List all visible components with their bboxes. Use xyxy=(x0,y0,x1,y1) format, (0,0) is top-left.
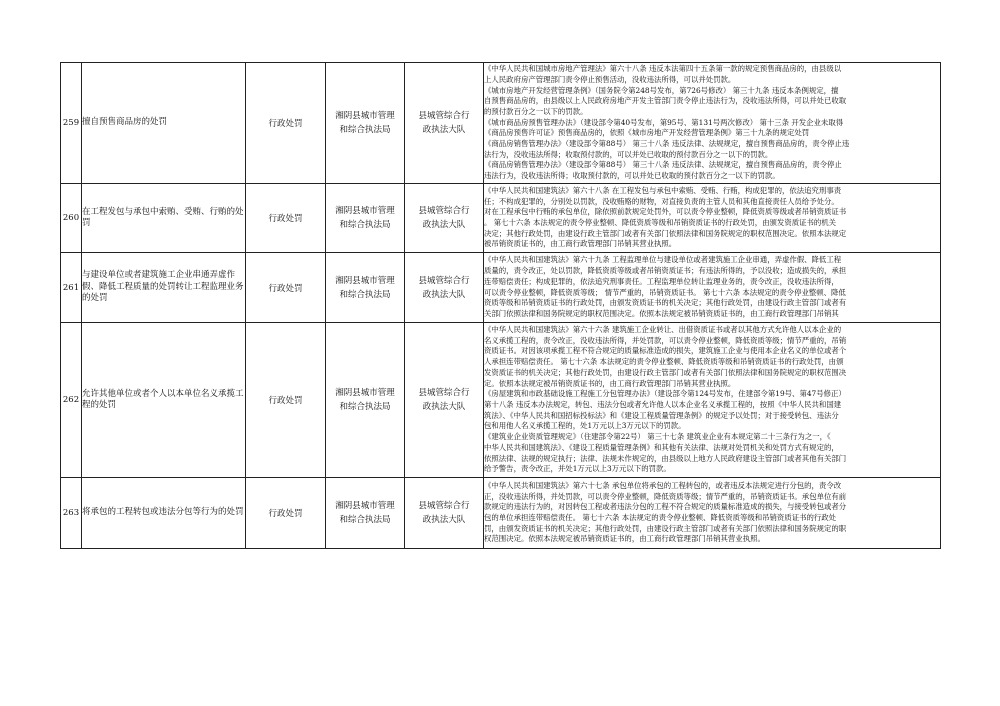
legal-basis-line: 《中华人民共和国建筑法》第六十九条 工程监理单位与建设单位或者建筑施工企业串通，弄虚作假、降低工程 xyxy=(484,255,842,265)
executing-unit-line: 政执法大队 xyxy=(422,402,466,412)
legal-basis-line: 连带赔偿责任；构成犯罪的，依法追究刑事责任。工程监理单位转让监理业务的，责令改正，没收违法所得， xyxy=(484,276,839,286)
item-name: 擅自预售商品房的处罚 xyxy=(82,63,246,184)
enforcement-table xyxy=(60,62,941,549)
row-number: 263 xyxy=(61,478,82,549)
department-line: 和综合执法局 xyxy=(339,402,391,412)
row-number: 259 xyxy=(61,63,82,184)
legal-basis-line: 正，没收违法所得，并处罚款，可以责令停业整顿，降低资质等级；情节严重的，吊销资质证书。承包单位有前 xyxy=(484,491,847,501)
item-type: 行政处罚 xyxy=(246,478,326,549)
department-line: 和综合执法局 xyxy=(339,515,391,525)
legal-basis-line: 上人民政府房产管理部门责令停止预售活动，没收违法所得，可以并处罚款。 xyxy=(484,74,736,84)
executing-unit xyxy=(405,184,484,253)
executing-unit-line: 政执法大队 xyxy=(422,289,466,300)
executing-unit-line: 县城管综合行 xyxy=(418,275,470,286)
legal-basis-line: 《中华人民共和国建筑法》第六十八条 在工程发包与承包中索贿、受贿、行贿，构成犯罪的，依法追究刑事责 xyxy=(484,185,842,195)
table-body xyxy=(61,63,941,549)
department-line: 和综合执法局 xyxy=(339,125,391,135)
table-row xyxy=(61,323,941,478)
item-type: 行政处罚 xyxy=(246,323,326,478)
item-name: 允许其他单位或者个人以本单位名义承揽工程的处罚 xyxy=(82,323,246,478)
legal-basis-line: 款规定的违法行为的，对因转包工程或者违法分包的工程不符合规定的质量标准造成的损失，与接受转包或者分 xyxy=(484,502,847,512)
legal-basis-line: 资质证书。对因该项承揽工程不符合规定的质量标准造成的损失，建筑施工企业与使用本企业名义的单位或者个 xyxy=(484,346,847,356)
legal-basis xyxy=(484,253,941,323)
legal-basis-line: 《房屋建筑和市政基础设施工程施工分包管理办法》（建设部令第124号发布，住建部令第19号、第47号修正） xyxy=(484,389,846,399)
legal-basis-line: 名义承揽工程的，责令改正，没收违法所得，并处罚款，可以责令停业整顿，降低资质等级；情节严重的，吊销 xyxy=(484,335,847,345)
legal-basis-line: 质量的，责令改正，处以罚款，降低资质等级或者吊销资质证书；有违法所得的，予以没收；造成损失的，承担 xyxy=(484,266,847,276)
executing-unit xyxy=(405,63,484,184)
table-row xyxy=(61,478,941,549)
item-type: 行政处罚 xyxy=(246,184,326,253)
row-number: 261 xyxy=(61,253,82,323)
row-number: 262 xyxy=(61,323,82,478)
legal-basis xyxy=(484,323,941,478)
executing-unit-line: 县城管综合行 xyxy=(418,501,470,511)
item-type: 行政处罚 xyxy=(246,63,326,184)
executing-unit-line: 县城管综合行 xyxy=(418,206,470,216)
legal-basis-line: 人承担连带赔偿责任。 第七十六条 本法规定的责令停业整顿、降低资质等级和吊销资质证书的行政处罚，由颁 xyxy=(484,357,844,367)
legal-basis-line: 资质等级和吊销资质证书的行政处罚，由颁发资质证书的机关决定；其他行政处罚，由建设行政主管部门或者有 xyxy=(484,298,847,308)
item-name: 将承包的工程转包或违法分包等行为的处罚 xyxy=(82,478,246,549)
table-row xyxy=(61,63,941,184)
legal-basis-line: 依照法律、法规的规定执行；法律、法规未作规定的，由县级以上地方人民政府建设主管部门或者其他有关部门 xyxy=(484,453,847,463)
legal-basis-line: 发资质证书的机关决定；其他行政处罚，由建设行政主管部门或者有关部门依照法律和国务院规定的职权范围决 xyxy=(484,367,847,377)
item-name: 与建设单位或者建筑施工企业串通弄虚作假、降低工程质量的处罚转让工程监理业务的处罚 xyxy=(82,253,246,323)
executing-unit-line: 政执法大队 xyxy=(422,220,466,230)
legal-basis-line: 《商品房预售许可证》预售商品房的，依照《城市房地产开发经营管理条例》第三十九条的规定处罚 xyxy=(484,128,810,138)
department xyxy=(326,184,405,253)
row-number: 260 xyxy=(61,184,82,253)
legal-basis-line: 定。依照本法规定被吊销资质证书的，由工商行政管理部门吊销其营业执照。 xyxy=(484,378,736,388)
executing-unit-line: 县城管综合行 xyxy=(418,388,470,398)
legal-basis-line: 《城市商品房预售管理办法》（建设部令第40号发布，第95号、第131号两次修改） 第十三条 开发企业未取得 xyxy=(484,117,844,127)
legal-basis-line: 罚，由颁发资质证书的机关决定；其他行政处罚，由建设行政主管部门或者有关部门依照法律和国务院规定的职 xyxy=(484,523,847,533)
legal-basis-line: 给予警告，责令改正，并处1万元以上3万元以下的罚款。 xyxy=(484,464,671,474)
department-line: 湘阴县城市管理 xyxy=(335,388,395,398)
department xyxy=(326,478,405,549)
department xyxy=(326,323,405,478)
legal-basis xyxy=(484,63,941,184)
legal-basis-line: 的预付款百分之一以下的罚款。 xyxy=(484,106,588,116)
legal-basis-line: 可以责令停业整顿，降低资质等级； 情节严重的，吊销资质证书。 第七十六条 本法规定的责令停业整顿、降低 xyxy=(484,287,846,297)
department-line: 和综合执法局 xyxy=(339,289,391,300)
legal-basis-line: 包和用他人名义承揽工程的，处1万元以上3万元以下的罚款。 xyxy=(484,421,686,431)
legal-basis-line: 《商品房销售管理办法》（建设部令第88号） 第三十八条 违反法律、法规规定，擅自预售商品房的，责令停止违 xyxy=(484,139,850,149)
executing-unit-line: 政执法大队 xyxy=(422,125,466,135)
department-line: 湘阴县城市管理 xyxy=(335,206,395,216)
executing-unit xyxy=(405,253,484,323)
legal-basis-line: 《中华人民共和国建筑法》第六十六条 建筑施工企业转让、出借资质证书或者以其他方式允许他人以本企业的 xyxy=(484,325,842,335)
executing-unit xyxy=(405,323,484,478)
department xyxy=(326,63,405,184)
legal-basis-line: 违法行为，没收违法所得；收取预付款的，可以并处已收取的预付款百分之一以下的罚款。 xyxy=(484,171,780,181)
executing-unit xyxy=(405,478,484,549)
legal-basis-line: 《城市房地产开发经营管理条例》（国务院令第248号发布，第726号修改） 第三十九条 违反本条例规定，擅 xyxy=(484,85,839,95)
table-row xyxy=(61,184,941,253)
legal-basis-line: 。 第七十六条 本法规定的责令停业整顿、降低资质等级和吊销资质证书的行政处罚，由颁发资质证书的机关 xyxy=(484,218,837,227)
legal-basis-line: 权范围决定。依照本法规定被吊销资质证书的，由工商行政管理部门吊销其营业执照。 xyxy=(484,534,765,544)
legal-basis-line: 《商品房销售管理办法》（建设部令第88号） 第三十八条 违反法律、法规规定，擅自预售商品房的，责令停止 xyxy=(484,160,842,170)
legal-basis xyxy=(484,478,941,549)
legal-basis-line: 包的单位承担连带赔偿责任。 第七十六条 本法规定的责令停业整顿、降低资质等级和吊销资质证书的行政处 xyxy=(484,513,837,522)
item-type: 行政处罚 xyxy=(246,253,326,323)
legal-basis-line: 《中华人民共和国建筑法》第六十七条 承包单位将承包的工程转包的，或者违反本法规定进行分包的，责令改 xyxy=(484,480,842,490)
legal-basis-line: 自预售商品房的，由县级以上人民政府房地产开发主管部门责令停止违法行为，没收违法所得，可以并处已收取 xyxy=(484,96,847,106)
department-line: 和综合执法局 xyxy=(339,220,391,230)
legal-basis-line: 《中华人民共和国城市房地产管理法》第六十八条 违反本法第四十五条第一款的规定预售商品房的，由县级以 xyxy=(484,64,842,74)
item-name: 在工程发包与承包中索贿、受贿、行贿的处罚 xyxy=(82,184,246,253)
legal-basis xyxy=(484,184,941,253)
legal-basis-line: 对在工程承包中行贿的承包单位，除依照前款规定处罚外，可以责令停业整顿，降低资质等级或者吊销资质证书 xyxy=(484,207,847,217)
department-line: 湘阴县城市管理 xyxy=(335,111,395,121)
legal-basis-line: 被吊销资质证书的，由工商行政管理部门吊销其营业执照。 xyxy=(484,239,677,249)
legal-basis-line: 中华人民共和国建筑法》、《建设工程质量管理条例》和其他有关法律、法规对处罚机关和处罚方式有规定的， xyxy=(484,442,839,452)
table-row xyxy=(61,253,941,323)
executing-unit-line: 政执法大队 xyxy=(422,515,466,525)
legal-basis-line: 任；不构成犯罪的，分别处以罚款，没收贿赂的财物，对直接负责的主管人员和其他直接责任人员给予处分。 xyxy=(484,196,839,206)
department xyxy=(326,253,405,323)
department-line: 湘阴县城市管理 xyxy=(335,275,395,286)
legal-basis-line: 第十八条 违反本办法规定，转包、违法分包或者允许他人以本企业名义承揽工程的，按照《中华人民共和国建 xyxy=(484,400,842,409)
legal-basis-line: 关部门依照法律和国务院规定的职权范围决定。依照本法规定被吊销资质证书的，由工商行政管理部门吊销其 xyxy=(484,308,839,318)
legal-basis-line: 《建筑业企业资质管理规定》（住建部令第22号） 第三十七条 建筑业企业有本规定第二十三条行为之一，《 xyxy=(484,432,831,442)
legal-basis-line: 法行为，没收违法所得；收取预付款的，可以并处已收取的预付款百分之一以下的罚款。 xyxy=(484,149,773,159)
legal-basis-line: 筑法》、《中华人民共和国招标投标法》和《建设工程质量管理条例》的规定予以处罚；对于接受转包、违法分 xyxy=(484,410,839,420)
legal-basis-line: 决定；其他行政处罚，由建设行政主管部门或者有关部门依照法律和国务院规定的职权范围决定。依照本法规定 xyxy=(484,228,847,238)
executing-unit-line: 县城管综合行 xyxy=(418,111,470,121)
department-line: 湘阴县城市管理 xyxy=(335,501,395,511)
